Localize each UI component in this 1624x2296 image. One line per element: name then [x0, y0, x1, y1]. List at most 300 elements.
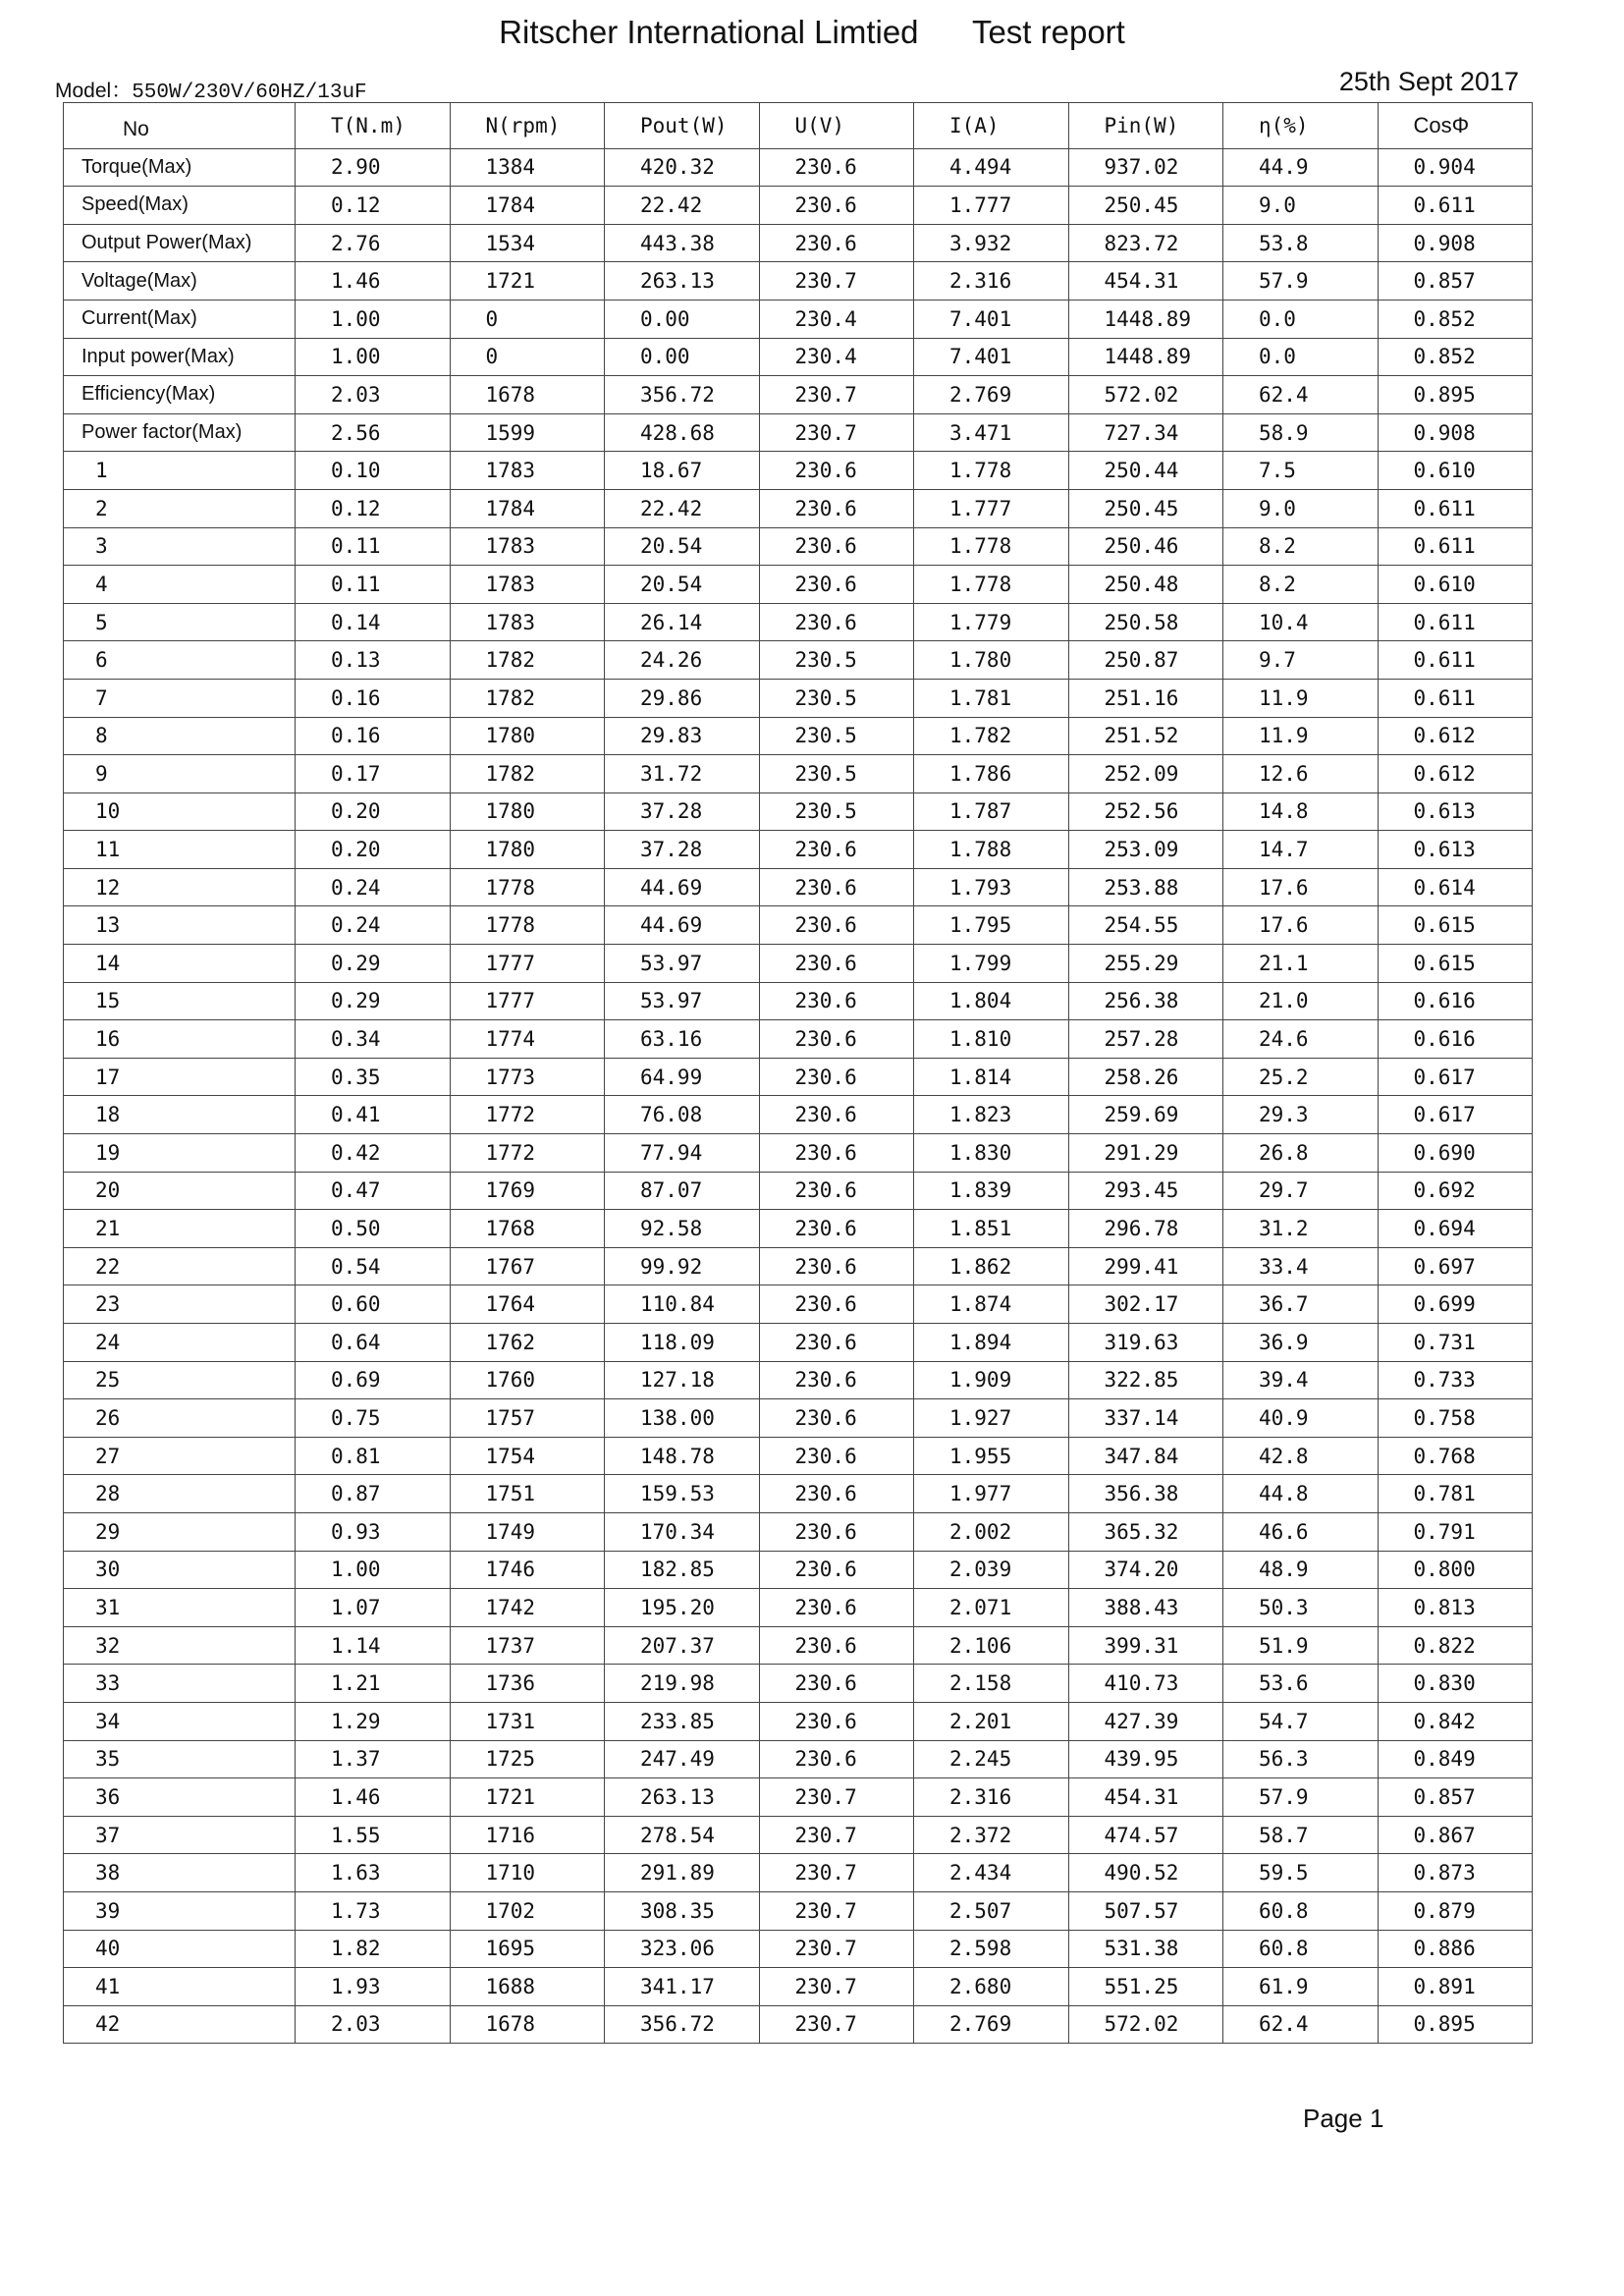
input-power-cell: 531.38 [1068, 1930, 1223, 1968]
voltage-cell: 230.6 [759, 906, 914, 945]
speed-cell: 1780 [450, 793, 605, 831]
power-factor-cell: 0.867 [1378, 1816, 1533, 1854]
speed-cell: 1749 [450, 1512, 605, 1551]
efficiency-cell: 9.0 [1223, 489, 1379, 527]
input-power-cell: 399.31 [1068, 1626, 1223, 1665]
column-header-input-power: Pin(W) [1068, 103, 1223, 149]
current-cell: 1.977 [914, 1475, 1069, 1513]
torque-cell: 0.75 [296, 1399, 451, 1438]
speed-cell: 1754 [450, 1437, 605, 1475]
torque-cell: 0.60 [296, 1285, 451, 1324]
row-label: 23 [64, 1285, 296, 1324]
voltage-cell: 230.6 [759, 1361, 914, 1399]
efficiency-cell: 53.8 [1223, 224, 1379, 262]
power-factor-cell: 0.610 [1378, 566, 1533, 604]
voltage-cell: 230.6 [759, 527, 914, 566]
voltage-cell: 230.7 [759, 1968, 914, 2006]
power-factor-cell: 0.800 [1378, 1551, 1533, 1589]
column-header-voltage: U(V) [759, 103, 914, 149]
table-row [64, 868, 1533, 906]
table-body [64, 148, 1533, 2044]
current-cell: 2.507 [914, 1891, 1069, 1930]
model-line [55, 75, 367, 104]
table-row [64, 679, 1533, 717]
table-row [64, 831, 1533, 869]
power-factor-cell: 0.612 [1378, 755, 1533, 793]
voltage-cell: 230.6 [759, 1020, 914, 1059]
speed-cell: 1784 [450, 187, 605, 225]
efficiency-cell: 60.8 [1223, 1891, 1379, 1930]
current-cell: 2.769 [914, 376, 1069, 414]
row-label: 24 [64, 1324, 296, 1362]
output-power-cell: 20.54 [605, 566, 760, 604]
speed-cell: 1772 [450, 1096, 605, 1134]
speed-cell: 0 [450, 300, 605, 338]
current-cell: 1.778 [914, 566, 1069, 604]
input-power-cell: 259.69 [1068, 1096, 1223, 1134]
efficiency-cell: 14.7 [1223, 831, 1379, 869]
table-row [64, 1096, 1533, 1134]
efficiency-cell: 7.5 [1223, 452, 1379, 490]
row-label: 28 [64, 1475, 296, 1513]
table-row [64, 413, 1533, 452]
voltage-cell: 230.6 [759, 1247, 914, 1285]
efficiency-cell: 12.6 [1223, 755, 1379, 793]
power-factor-cell: 0.852 [1378, 338, 1533, 376]
voltage-cell: 230.6 [759, 452, 914, 490]
power-factor-cell: 0.781 [1378, 1475, 1533, 1513]
input-power-cell: 250.48 [1068, 566, 1223, 604]
power-factor-cell: 0.886 [1378, 1930, 1533, 1968]
input-power-cell: 250.87 [1068, 641, 1223, 680]
current-cell: 1.777 [914, 489, 1069, 527]
efficiency-cell: 53.6 [1223, 1665, 1379, 1703]
output-power-cell: 443.38 [605, 224, 760, 262]
table-row [64, 1020, 1533, 1059]
speed-cell: 1782 [450, 755, 605, 793]
power-factor-cell: 0.617 [1378, 1058, 1533, 1096]
row-label: 10 [64, 793, 296, 831]
row-label: 1 [64, 452, 296, 490]
torque-cell: 2.76 [296, 224, 451, 262]
efficiency-cell: 44.9 [1223, 148, 1379, 187]
power-factor-cell: 0.611 [1378, 489, 1533, 527]
current-cell: 3.932 [914, 224, 1069, 262]
speed-cell: 1777 [450, 945, 605, 983]
torque-cell: 2.90 [296, 148, 451, 187]
input-power-cell: 490.52 [1068, 1854, 1223, 1892]
current-cell: 2.158 [914, 1665, 1069, 1703]
voltage-cell: 230.7 [759, 1816, 914, 1854]
torque-cell: 0.11 [296, 527, 451, 566]
speed-cell: 1721 [450, 262, 605, 301]
table-row [64, 1740, 1533, 1778]
output-power-cell: 29.83 [605, 717, 760, 755]
current-cell: 2.372 [914, 1816, 1069, 1854]
output-power-cell: 22.42 [605, 489, 760, 527]
current-cell: 2.039 [914, 1551, 1069, 1589]
input-power-cell: 439.95 [1068, 1740, 1223, 1778]
efficiency-cell: 10.4 [1223, 603, 1379, 641]
output-power-cell: 63.16 [605, 1020, 760, 1059]
table-row [64, 1475, 1533, 1513]
speed-cell: 1764 [450, 1285, 605, 1324]
column-header-torque: T(N.m) [296, 103, 451, 149]
speed-cell: 1778 [450, 868, 605, 906]
torque-cell: 0.11 [296, 566, 451, 604]
input-power-cell: 388.43 [1068, 1589, 1223, 1627]
table-row [64, 187, 1533, 225]
power-factor-cell: 0.830 [1378, 1665, 1533, 1703]
power-factor-cell: 0.879 [1378, 1891, 1533, 1930]
efficiency-cell: 48.9 [1223, 1551, 1379, 1589]
table-row [64, 641, 1533, 680]
current-cell: 1.778 [914, 527, 1069, 566]
row-label: Output Power(Max) [64, 224, 296, 262]
efficiency-cell: 29.7 [1223, 1172, 1379, 1210]
power-factor-cell: 0.690 [1378, 1134, 1533, 1173]
torque-cell: 0.69 [296, 1361, 451, 1399]
input-power-cell: 256.38 [1068, 982, 1223, 1020]
current-cell: 2.316 [914, 262, 1069, 301]
input-power-cell: 507.57 [1068, 1891, 1223, 1930]
input-power-cell: 823.72 [1068, 224, 1223, 262]
efficiency-cell: 50.3 [1223, 1589, 1379, 1627]
torque-cell: 0.29 [296, 945, 451, 983]
report-date: 25th Sept 2017 [1338, 67, 1519, 96]
speed-cell: 1783 [450, 452, 605, 490]
table-row [64, 527, 1533, 566]
voltage-cell: 230.6 [759, 1399, 914, 1438]
torque-cell: 1.82 [296, 1930, 451, 1968]
power-factor-cell: 0.611 [1378, 641, 1533, 680]
speed-cell: 1782 [450, 641, 605, 680]
table-row [64, 1551, 1533, 1589]
torque-cell: 0.24 [296, 906, 451, 945]
row-label: 4 [64, 566, 296, 604]
table-row [64, 1968, 1533, 2006]
torque-cell: 1.93 [296, 1968, 451, 2006]
torque-cell: 0.17 [296, 755, 451, 793]
model-value: 550W/230V/60HZ/13uF [132, 82, 367, 104]
input-power-cell: 337.14 [1068, 1399, 1223, 1438]
output-power-cell: 20.54 [605, 527, 760, 566]
power-factor-cell: 0.615 [1378, 906, 1533, 945]
input-power-cell: 258.26 [1068, 1058, 1223, 1096]
voltage-cell: 230.4 [759, 300, 914, 338]
current-cell: 2.245 [914, 1740, 1069, 1778]
input-power-cell: 251.16 [1068, 679, 1223, 717]
efficiency-cell: 31.2 [1223, 1210, 1379, 1248]
output-power-cell: 110.84 [605, 1285, 760, 1324]
test-results-table [63, 102, 1533, 2044]
speed-cell: 1780 [450, 831, 605, 869]
current-cell: 1.810 [914, 1020, 1069, 1059]
table-row [64, 982, 1533, 1020]
output-power-cell: 159.53 [605, 1475, 760, 1513]
speed-cell: 1702 [450, 1891, 605, 1930]
efficiency-cell: 62.4 [1223, 376, 1379, 414]
speed-cell: 1721 [450, 1778, 605, 1817]
voltage-cell: 230.6 [759, 1134, 914, 1173]
table-row [64, 1778, 1533, 1817]
power-factor-cell: 0.857 [1378, 262, 1533, 301]
output-power-cell: 24.26 [605, 641, 760, 680]
efficiency-cell: 17.6 [1223, 868, 1379, 906]
input-power-cell: 255.29 [1068, 945, 1223, 983]
voltage-cell: 230.7 [759, 1778, 914, 1817]
efficiency-cell: 51.9 [1223, 1626, 1379, 1665]
input-power-cell: 572.02 [1068, 2005, 1223, 2044]
input-power-cell: 474.57 [1068, 1816, 1223, 1854]
speed-cell: 1768 [450, 1210, 605, 1248]
voltage-cell: 230.6 [759, 489, 914, 527]
power-factor-cell: 0.699 [1378, 1285, 1533, 1324]
torque-cell: 1.63 [296, 1854, 451, 1892]
input-power-cell: 727.34 [1068, 413, 1223, 452]
current-cell: 2.769 [914, 2005, 1069, 2044]
column-header-efficiency: η(%) [1223, 103, 1379, 149]
power-factor-cell: 0.697 [1378, 1247, 1533, 1285]
output-power-cell: 87.07 [605, 1172, 760, 1210]
input-power-cell: 252.09 [1068, 755, 1223, 793]
power-factor-cell: 0.612 [1378, 717, 1533, 755]
power-factor-cell: 0.908 [1378, 413, 1533, 452]
current-cell: 1.781 [914, 679, 1069, 717]
output-power-cell: 29.86 [605, 679, 760, 717]
output-power-cell: 118.09 [605, 1324, 760, 1362]
table-row [64, 1285, 1533, 1324]
table-row [64, 1702, 1533, 1740]
output-power-cell: 31.72 [605, 755, 760, 793]
input-power-cell: 293.45 [1068, 1172, 1223, 1210]
input-power-cell: 252.56 [1068, 793, 1223, 831]
torque-cell: 0.81 [296, 1437, 451, 1475]
row-label: Torque(Max) [64, 148, 296, 187]
row-label: 39 [64, 1891, 296, 1930]
speed-cell: 1773 [450, 1058, 605, 1096]
voltage-cell: 230.6 [759, 1172, 914, 1210]
table-header-row [64, 103, 1533, 149]
output-power-cell: 99.92 [605, 1247, 760, 1285]
row-label: 19 [64, 1134, 296, 1173]
input-power-cell: 410.73 [1068, 1665, 1223, 1703]
output-power-cell: 0.00 [605, 338, 760, 376]
efficiency-cell: 62.4 [1223, 2005, 1379, 2044]
torque-cell: 1.14 [296, 1626, 451, 1665]
output-power-cell: 18.67 [605, 452, 760, 490]
table-row [64, 1512, 1533, 1551]
row-label: 12 [64, 868, 296, 906]
input-power-cell: 374.20 [1068, 1551, 1223, 1589]
column-header-no: No [64, 103, 296, 149]
output-power-cell: 127.18 [605, 1361, 760, 1399]
input-power-cell: 319.63 [1068, 1324, 1223, 1362]
torque-cell: 1.07 [296, 1589, 451, 1627]
torque-cell: 1.00 [296, 1551, 451, 1589]
current-cell: 2.316 [914, 1778, 1069, 1817]
table-row [64, 1361, 1533, 1399]
torque-cell: 0.20 [296, 793, 451, 831]
current-cell: 4.494 [914, 148, 1069, 187]
power-factor-cell: 0.611 [1378, 679, 1533, 717]
current-cell: 1.874 [914, 1285, 1069, 1324]
input-power-cell: 302.17 [1068, 1285, 1223, 1324]
efficiency-cell: 39.4 [1223, 1361, 1379, 1399]
input-power-cell: 347.84 [1068, 1437, 1223, 1475]
current-cell: 2.201 [914, 1702, 1069, 1740]
voltage-cell: 230.6 [759, 1475, 914, 1513]
row-label: 25 [64, 1361, 296, 1399]
power-factor-cell: 0.694 [1378, 1210, 1533, 1248]
output-power-cell: 37.28 [605, 831, 760, 869]
torque-cell: 0.64 [296, 1324, 451, 1362]
output-power-cell: 53.97 [605, 945, 760, 983]
power-factor-cell: 0.613 [1378, 793, 1533, 831]
torque-cell: 0.35 [296, 1058, 451, 1096]
power-factor-cell: 0.692 [1378, 1172, 1533, 1210]
speed-cell: 1678 [450, 376, 605, 414]
output-power-cell: 207.37 [605, 1626, 760, 1665]
output-power-cell: 182.85 [605, 1551, 760, 1589]
speed-cell: 1742 [450, 1589, 605, 1627]
current-cell: 1.909 [914, 1361, 1069, 1399]
voltage-cell: 230.6 [759, 187, 914, 225]
speed-cell: 1716 [450, 1816, 605, 1854]
voltage-cell: 230.6 [759, 1210, 914, 1248]
torque-cell: 0.12 [296, 187, 451, 225]
speed-cell: 1778 [450, 906, 605, 945]
speed-cell: 1751 [450, 1475, 605, 1513]
row-label: 8 [64, 717, 296, 755]
torque-cell: 1.46 [296, 1778, 451, 1817]
efficiency-cell: 8.2 [1223, 527, 1379, 566]
row-label: 6 [64, 641, 296, 680]
speed-cell: 1678 [450, 2005, 605, 2044]
voltage-cell: 230.6 [759, 1702, 914, 1740]
power-factor-cell: 0.904 [1378, 148, 1533, 187]
power-factor-cell: 0.614 [1378, 868, 1533, 906]
row-label: Voltage(Max) [64, 262, 296, 301]
row-label: 17 [64, 1058, 296, 1096]
input-power-cell: 253.09 [1068, 831, 1223, 869]
voltage-cell: 230.5 [759, 717, 914, 755]
power-factor-cell: 0.613 [1378, 831, 1533, 869]
torque-cell: 0.20 [296, 831, 451, 869]
speed-cell: 1762 [450, 1324, 605, 1362]
speed-cell: 1725 [450, 1740, 605, 1778]
current-cell: 1.851 [914, 1210, 1069, 1248]
voltage-cell: 230.6 [759, 1324, 914, 1362]
output-power-cell: 291.89 [605, 1854, 760, 1892]
row-label: 22 [64, 1247, 296, 1285]
output-power-cell: 170.34 [605, 1512, 760, 1551]
torque-cell: 0.24 [296, 868, 451, 906]
column-header-power-factor: CosΦ [1378, 103, 1533, 149]
power-factor-cell: 0.849 [1378, 1740, 1533, 1778]
torque-cell: 0.14 [296, 603, 451, 641]
efficiency-cell: 0.0 [1223, 338, 1379, 376]
speed-cell: 1780 [450, 717, 605, 755]
torque-cell: 0.93 [296, 1512, 451, 1551]
voltage-cell: 230.5 [759, 641, 914, 680]
row-label: 42 [64, 2005, 296, 2044]
row-label: 13 [64, 906, 296, 945]
voltage-cell: 230.6 [759, 1589, 914, 1627]
torque-cell: 0.42 [296, 1134, 451, 1173]
current-cell: 1.787 [914, 793, 1069, 831]
voltage-cell: 230.5 [759, 679, 914, 717]
speed-cell: 1783 [450, 603, 605, 641]
table-row [64, 603, 1533, 641]
input-power-cell: 250.45 [1068, 187, 1223, 225]
speed-cell: 1384 [450, 148, 605, 187]
table-row [64, 1665, 1533, 1703]
efficiency-cell: 58.9 [1223, 413, 1379, 452]
output-power-cell: 148.78 [605, 1437, 760, 1475]
row-label: 9 [64, 755, 296, 793]
voltage-cell: 230.4 [759, 338, 914, 376]
power-factor-cell: 0.891 [1378, 1968, 1533, 2006]
row-label: 37 [64, 1816, 296, 1854]
speed-cell: 1769 [450, 1172, 605, 1210]
row-label: 31 [64, 1589, 296, 1627]
output-power-cell: 428.68 [605, 413, 760, 452]
torque-cell: 0.41 [296, 1096, 451, 1134]
column-header-speed: N(rpm) [450, 103, 605, 149]
efficiency-cell: 56.3 [1223, 1740, 1379, 1778]
torque-cell: 0.10 [296, 452, 451, 490]
row-label: Input power(Max) [64, 338, 296, 376]
efficiency-cell: 11.9 [1223, 717, 1379, 755]
speed-cell: 0 [450, 338, 605, 376]
table-row [64, 1324, 1533, 1362]
table-row [64, 1172, 1533, 1210]
current-cell: 1.793 [914, 868, 1069, 906]
table-row [64, 224, 1533, 262]
output-power-cell: 138.00 [605, 1399, 760, 1438]
efficiency-cell: 25.2 [1223, 1058, 1379, 1096]
efficiency-cell: 40.9 [1223, 1399, 1379, 1438]
table-row [64, 300, 1533, 338]
voltage-cell: 230.7 [759, 1930, 914, 1968]
output-power-cell: 44.69 [605, 868, 760, 906]
output-power-cell: 64.99 [605, 1058, 760, 1096]
speed-cell: 1736 [450, 1665, 605, 1703]
efficiency-cell: 17.6 [1223, 906, 1379, 945]
output-power-cell: 219.98 [605, 1665, 760, 1703]
input-power-cell: 322.85 [1068, 1361, 1223, 1399]
voltage-cell: 230.6 [759, 1626, 914, 1665]
table-row [64, 262, 1533, 301]
current-cell: 1.955 [914, 1437, 1069, 1475]
power-factor-cell: 0.842 [1378, 1702, 1533, 1740]
torque-cell: 1.21 [296, 1665, 451, 1703]
efficiency-cell: 21.1 [1223, 945, 1379, 983]
current-cell: 1.830 [914, 1134, 1069, 1173]
table-row [64, 755, 1533, 793]
power-factor-cell: 0.758 [1378, 1399, 1533, 1438]
input-power-cell: 1448.89 [1068, 338, 1223, 376]
table-row [64, 945, 1533, 983]
power-factor-cell: 0.822 [1378, 1626, 1533, 1665]
row-label: 38 [64, 1854, 296, 1892]
voltage-cell: 230.7 [759, 262, 914, 301]
voltage-cell: 230.6 [759, 868, 914, 906]
speed-cell: 1688 [450, 1968, 605, 2006]
power-factor-cell: 0.617 [1378, 1096, 1533, 1134]
row-label: 35 [64, 1740, 296, 1778]
